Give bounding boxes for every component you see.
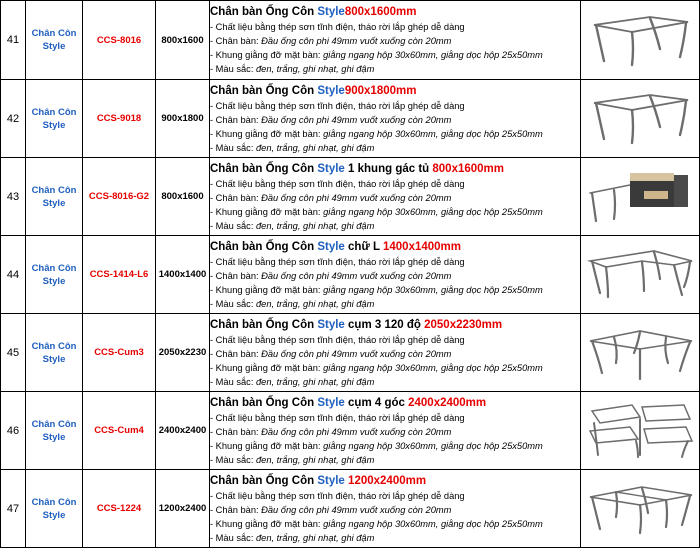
product-series: Chân Côn Style bbox=[26, 314, 83, 392]
product-size: 900x1800 bbox=[156, 80, 210, 158]
product-series: Chân Côn Style bbox=[26, 80, 83, 158]
feature-label: - Màu sắc: bbox=[210, 376, 256, 387]
feature-label: - Màu sắc: bbox=[210, 64, 256, 74]
product-row bbox=[1, 158, 700, 236]
product-size: 2400x2400 bbox=[156, 392, 210, 470]
feature-line bbox=[210, 375, 580, 389]
product-title bbox=[210, 161, 580, 177]
product-image-cell bbox=[581, 470, 700, 548]
product-number: 47 bbox=[1, 470, 26, 548]
product-image-cell bbox=[581, 158, 700, 236]
product-row bbox=[1, 314, 700, 392]
feature-label: - Khung giằng đỡ mặt bàn: bbox=[210, 362, 324, 373]
feature-value: đen, trắng, ghi nhạt, ghi đậm bbox=[255, 142, 375, 153]
product-image-cell bbox=[581, 392, 700, 470]
title-middle: 1 khung gác tủ bbox=[344, 162, 433, 175]
title-size: 800x1600mm bbox=[344, 6, 417, 18]
feature-value: Đầu ống côn phi 49mm vuốt xuống còn 20mm bbox=[261, 426, 452, 437]
catalog-body bbox=[1, 1, 700, 548]
feature-value: giằng ngang hộp 30x60mm, giằng dọc hộp 25x50mm bbox=[323, 284, 543, 295]
title-prefix: Chân bàn Ống Côn bbox=[210, 84, 315, 97]
product-size: 800x1600 bbox=[156, 1, 210, 80]
title-style-word: Style bbox=[317, 318, 345, 331]
title-prefix: Chân bàn Ống Côn bbox=[210, 162, 315, 175]
product-series: Chân Côn Style bbox=[26, 236, 83, 314]
product-code: CCS-8016 bbox=[83, 1, 156, 80]
feature-value: đen, trắng, ghi nhạt, ghi đậm bbox=[255, 454, 375, 465]
product-title bbox=[210, 83, 580, 99]
feature-line bbox=[210, 62, 580, 76]
feature-line bbox=[210, 141, 580, 155]
product-row bbox=[1, 392, 700, 470]
product-image-cell bbox=[581, 236, 700, 314]
product-description bbox=[210, 470, 581, 548]
title-prefix: Chân bàn Ống Côn bbox=[210, 474, 315, 487]
feature-label: - Khung giằng đỡ mặt bàn: bbox=[210, 284, 324, 295]
product-code: CCS-9018 bbox=[83, 80, 156, 158]
title-style-word: Style bbox=[317, 240, 345, 253]
feature-value: Đầu ống côn phi 49mm vuốt xuống còn 20mm bbox=[261, 36, 452, 46]
feature-label: - Khung giằng đỡ mặt bàn: bbox=[210, 50, 324, 60]
product-title bbox=[210, 317, 580, 333]
product-description bbox=[210, 158, 581, 236]
feature-line bbox=[210, 191, 580, 205]
feature-line bbox=[210, 347, 580, 361]
product-size: 2050x2230 bbox=[156, 314, 210, 392]
product-image-cell bbox=[581, 1, 700, 80]
product-size: 1400x1400 bbox=[156, 236, 210, 314]
product-title bbox=[210, 473, 580, 489]
feature-line bbox=[210, 411, 580, 425]
feature-line bbox=[210, 113, 580, 127]
product-number: 41 bbox=[1, 1, 26, 80]
feature-line bbox=[210, 297, 580, 311]
product-row bbox=[1, 470, 700, 548]
feature-line bbox=[210, 425, 580, 439]
feature-line bbox=[210, 127, 580, 141]
feature-label: - Chất liệu bằng thép sơn tĩnh điện, tháo rời lắp ghép dễ dàng bbox=[210, 178, 465, 189]
title-style-word: Style bbox=[317, 396, 345, 409]
product-series: Chân Côn Style bbox=[26, 158, 83, 236]
feature-label: - Màu sắc: bbox=[210, 532, 256, 543]
feature-value: Đầu ống côn phi 49mm vuốt xuống còn 20mm bbox=[261, 114, 452, 125]
feature-line bbox=[210, 489, 580, 503]
feature-label: - Chất liệu bằng thép sơn tĩnh điện, tháo rời lắp ghép dễ dàng bbox=[210, 334, 465, 345]
title-size: 2050x2230mm bbox=[424, 318, 503, 331]
product-title bbox=[210, 239, 580, 255]
feature-value: Đầu ống côn phi 49mm vuốt xuống còn 20mm bbox=[261, 348, 452, 359]
product-title bbox=[210, 4, 580, 20]
feature-line bbox=[210, 503, 580, 517]
feature-line bbox=[210, 48, 580, 62]
product-number: 45 bbox=[1, 314, 26, 392]
product-description bbox=[210, 236, 581, 314]
feature-line bbox=[210, 205, 580, 219]
feature-line bbox=[210, 361, 580, 375]
feature-value: giằng ngang hộp 30x60mm, giằng dọc hộp 25x50mm bbox=[323, 128, 543, 139]
feature-line bbox=[210, 219, 580, 233]
feature-value: đen, trắng, ghi nhạt, ghi đậm bbox=[255, 64, 375, 74]
product-row bbox=[1, 236, 700, 314]
feature-line bbox=[210, 333, 580, 347]
feature-value: Đầu ống côn phi 49mm vuốt xuống còn 20mm bbox=[261, 504, 452, 515]
feature-line bbox=[210, 269, 580, 283]
feature-label: - Chân bàn: bbox=[210, 348, 262, 359]
feature-value: đen, trắng, ghi nhạt, ghi đậm bbox=[255, 376, 375, 387]
feature-label: - Chân bàn: bbox=[210, 36, 262, 46]
feature-value: giằng ngang hộp 30x60mm, giằng dọc hộp 25x50mm bbox=[323, 206, 543, 217]
feature-value: đen, trắng, ghi nhạt, ghi đậm bbox=[255, 532, 375, 543]
product-number: 44 bbox=[1, 236, 26, 314]
product-series: Chân Côn Style bbox=[26, 470, 83, 548]
title-size: 1200x2400mm bbox=[348, 474, 427, 487]
product-description bbox=[210, 392, 581, 470]
product-code: CCS-8016-G2 bbox=[83, 158, 156, 236]
product-series: Chân Côn Style bbox=[26, 392, 83, 470]
table-legs-double-icon bbox=[581, 475, 699, 542]
table-legs-l-shape-icon bbox=[581, 241, 699, 308]
feature-label: - Chất liệu bằng thép sơn tĩnh điện, tháo rời lắp ghép dễ dàng bbox=[210, 256, 465, 267]
feature-label: - Chân bàn: bbox=[210, 270, 262, 281]
feature-line bbox=[210, 453, 580, 467]
feature-line bbox=[210, 34, 580, 48]
feature-value: Đầu ống côn phi 49mm vuốt xuống còn 20mm bbox=[261, 270, 452, 281]
product-row bbox=[1, 1, 700, 80]
title-style-word: Style bbox=[317, 84, 345, 97]
feature-line bbox=[210, 531, 580, 545]
feature-line bbox=[210, 517, 580, 531]
feature-label: - Khung giằng đỡ mặt bàn: bbox=[210, 440, 324, 451]
product-number: 43 bbox=[1, 158, 26, 236]
feature-line bbox=[210, 439, 580, 453]
title-size: 2400x2400mm bbox=[408, 396, 487, 409]
feature-label: - Chân bàn: bbox=[210, 192, 262, 203]
feature-label: - Chân bàn: bbox=[210, 504, 262, 515]
feature-label: - Chân bàn: bbox=[210, 426, 262, 437]
feature-value: giằng ngang hộp 30x60mm, giằng dọc hộp 25x50mm bbox=[323, 50, 543, 60]
product-number: 42 bbox=[1, 80, 26, 158]
feature-label: - Màu sắc: bbox=[210, 298, 256, 309]
feature-value: Đầu ống côn phi 49mm vuốt xuống còn 20mm bbox=[261, 192, 452, 203]
feature-line bbox=[210, 255, 580, 269]
product-code: CCS-Cum3 bbox=[83, 314, 156, 392]
product-size: 800x1600 bbox=[156, 158, 210, 236]
title-prefix: Chân bàn Ống Côn bbox=[210, 318, 315, 331]
feature-line bbox=[210, 99, 580, 113]
title-style-word: Style bbox=[317, 6, 345, 18]
feature-label: - Chất liệu bằng thép sơn tĩnh điện, tháo rời lắp ghép dễ dàng bbox=[210, 412, 465, 423]
feature-label: - Màu sắc: bbox=[210, 142, 256, 153]
title-style-word: Style bbox=[317, 474, 345, 487]
feature-value: đen, trắng, ghi nhạt, ghi đậm bbox=[255, 220, 375, 231]
product-size: 1200x2400 bbox=[156, 470, 210, 548]
product-title bbox=[210, 395, 580, 411]
product-description bbox=[210, 1, 581, 80]
title-size: 800x1600mm bbox=[432, 162, 505, 175]
product-code: CCS-Cum4 bbox=[83, 392, 156, 470]
feature-label: - Khung giằng đỡ mặt bàn: bbox=[210, 128, 324, 139]
feature-label: - Khung giằng đỡ mặt bàn: bbox=[210, 206, 324, 217]
feature-label: - Màu sắc: bbox=[210, 220, 256, 231]
feature-label: - Chất liệu bằng thép sơn tĩnh điện, tháo rời lắp ghép dễ dàng bbox=[210, 490, 465, 501]
title-prefix: Chân bàn Ống Côn bbox=[210, 240, 315, 253]
product-row bbox=[1, 80, 700, 158]
title-prefix: Chân bàn Ống Côn bbox=[210, 396, 315, 409]
table-legs-rect-icon bbox=[581, 7, 699, 74]
feature-line bbox=[210, 283, 580, 297]
product-description bbox=[210, 314, 581, 392]
title-size: 900x1800mm bbox=[344, 84, 417, 97]
table-legs-cluster3-icon bbox=[581, 319, 699, 386]
title-middle: chữ L bbox=[344, 240, 383, 253]
feature-value: giằng ngang hộp 30x60mm, giằng dọc hộp 25x50mm bbox=[323, 518, 543, 529]
feature-label: - Màu sắc: bbox=[210, 454, 256, 465]
product-image-cell bbox=[581, 80, 700, 158]
feature-label: - Chất liệu bằng thép sơn tĩnh điện, tháo rời lắp ghép dễ dàng bbox=[210, 100, 465, 111]
product-number: 46 bbox=[1, 392, 26, 470]
title-size: 1400x1400mm bbox=[383, 240, 462, 253]
title-middle: cụm 4 góc bbox=[344, 396, 409, 409]
feature-line bbox=[210, 20, 580, 34]
title-prefix: Chân bàn Ống Côn bbox=[210, 6, 315, 18]
feature-label: - Khung giằng đỡ mặt bàn: bbox=[210, 518, 324, 529]
feature-label: - Chất liệu bằng thép sơn tĩnh điện, tháo rời lắp ghép dễ dàng bbox=[210, 22, 465, 32]
feature-line bbox=[210, 177, 580, 191]
product-code: CCS-1224 bbox=[83, 470, 156, 548]
title-middle: cụm 3 120 độ bbox=[344, 318, 425, 331]
feature-value: giằng ngang hộp 30x60mm, giằng dọc hộp 25x50mm bbox=[323, 362, 543, 373]
feature-value: đen, trắng, ghi nhạt, ghi đậm bbox=[255, 298, 375, 309]
product-code: CCS-1414-L6 bbox=[83, 236, 156, 314]
product-description bbox=[210, 80, 581, 158]
product-series: Chân Côn Style bbox=[26, 1, 83, 80]
feature-label: - Chân bàn: bbox=[210, 114, 262, 125]
table-with-cabinet-icon bbox=[581, 163, 699, 230]
product-image-cell bbox=[581, 314, 700, 392]
title-style-word: Style bbox=[317, 162, 345, 175]
feature-value: giằng ngang hộp 30x60mm, giằng dọc hộp 25x50mm bbox=[323, 440, 543, 451]
table-legs-rect-icon bbox=[581, 85, 699, 152]
table-legs-cluster4-icon bbox=[581, 397, 699, 464]
